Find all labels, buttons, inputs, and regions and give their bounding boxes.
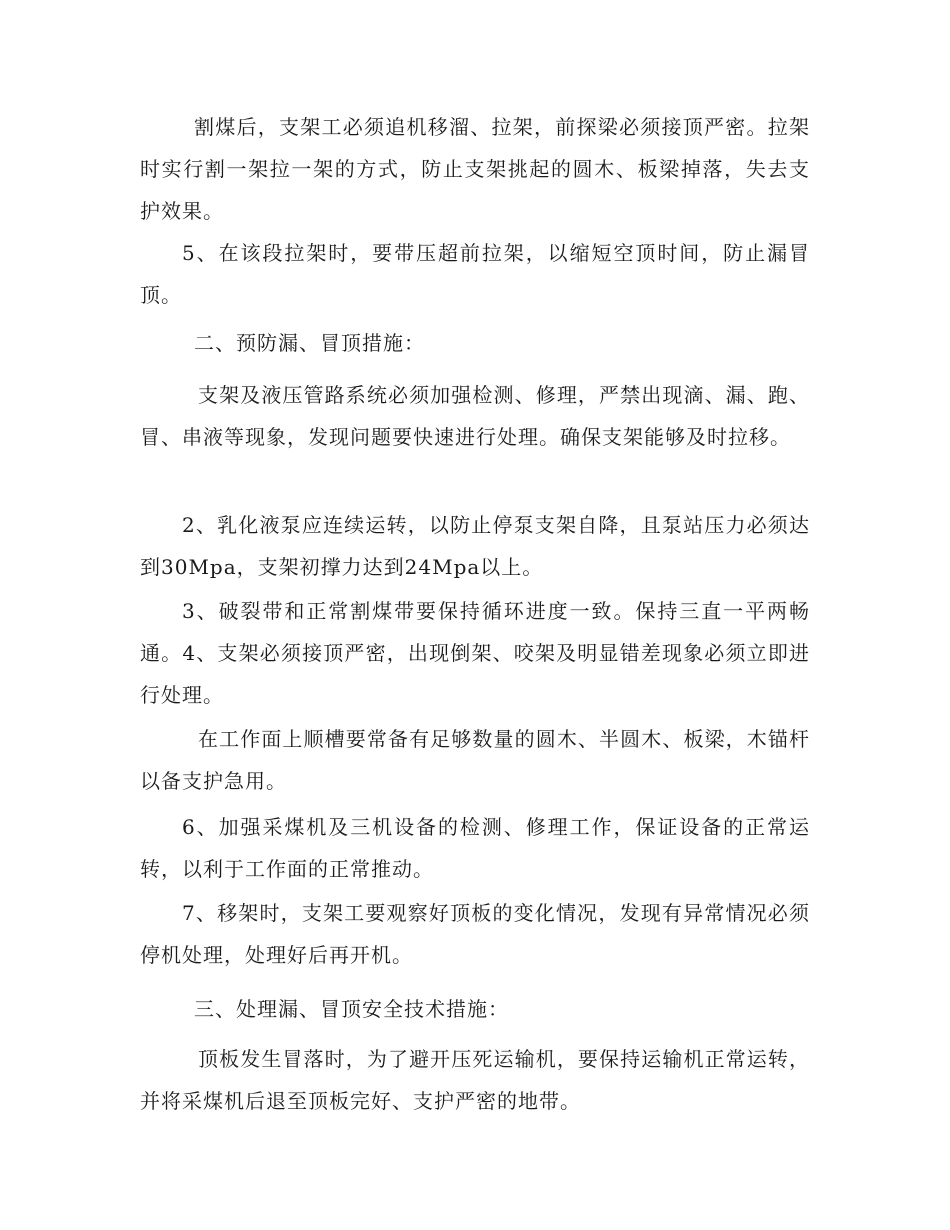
paragraph-4: 2、乳化液泵应连续运转，以防止停泵支架自降，且泵站压力必须达到30Mpa，支架初撑力达到24Mpa以上。 bbox=[140, 513, 810, 579]
section-heading-2: 二、预防漏、冒顶措施： bbox=[194, 331, 425, 355]
paragraph-2: 5、在该段拉架时，要带压超前拉架，以缩短空顶时间，防止漏冒顶。 bbox=[140, 241, 810, 307]
paragraph-5: 3、破裂带和正常割煤带要保持循环进度一致。保持三直一平两畅通。4、支架必须接顶严密，出现倒架、咬架及明显错差现象必须立即进行处理。 bbox=[140, 599, 810, 707]
paragraph-9: 顶板发生冒落时，为了避开压死运输机，要保持运输机正常运转，并将采煤机后退至顶板完好、支护严密的地带。 bbox=[140, 1047, 810, 1113]
paragraph-6: 在工作面上顺槽要常备有足够数量的圆木、半圆木、板梁，木锚杆以备支护急用。 bbox=[140, 727, 810, 793]
paragraph-3: 支架及液压管路系统必须加强检测、修理，严禁出现滴、漏、跑、冒、串液等现象，发现问题要快速进行处理。确保支架能够及时拉移。 bbox=[140, 383, 810, 449]
section-heading-3: 三、处理漏、冒顶安全技术措施： bbox=[194, 997, 509, 1021]
paragraph-7: 6、加强采煤机及三机设备的检测、修理工作，保证设备的正常运转，以利于工作面的正常推动。 bbox=[140, 815, 810, 881]
paragraph-1: 割煤后，支架工必须追机移溜、拉架，前探梁必须接顶严密。拉架时实行割一架拉一架的方式，防止支架挑起的圆木、板梁掉落，失去支护效果。 bbox=[140, 115, 810, 223]
paragraph-8: 7、移架时，支架工要观察好顶板的变化情况，发现有异常情况必须停机处理，处理好后再开机。 bbox=[140, 901, 810, 967]
